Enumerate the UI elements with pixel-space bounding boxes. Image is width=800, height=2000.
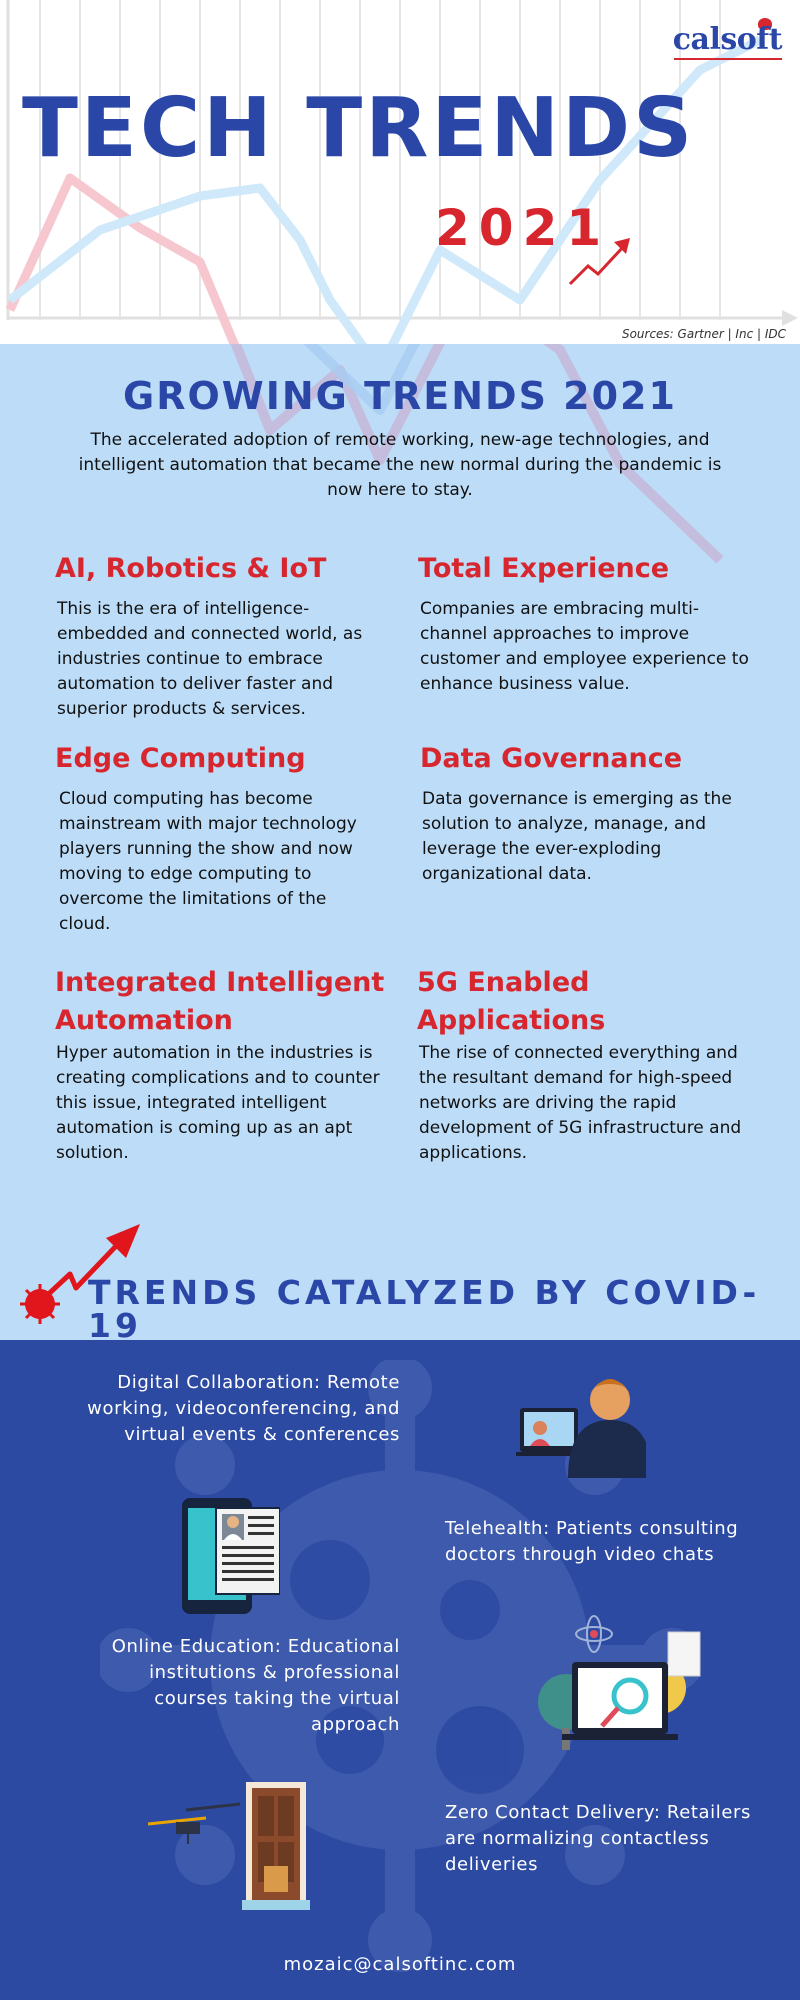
trend-title-integrated-automation: Integrated Intelligent Automation (55, 967, 385, 1036)
trend-title-edge-computing: Edge Computing (55, 743, 306, 774)
growing-trends-intro: The accelerated adoption of remote working, new-age technologies, and intelligent automation that became the new normal during the pandemic is now here to stay. (78, 430, 722, 500)
contact-email[interactable]: mozaic@calsoftinc.com (283, 1954, 517, 1975)
trend-body-edge-computing: Cloud computing has become mainstream with major technology players running the show and now moving to edge computing to overcome the limitations of the cloud. (59, 789, 357, 934)
drone-delivery-icon (146, 1780, 316, 1920)
trend-title-data-governance: Data Governance (420, 743, 683, 774)
trend-body-data-governance: Data governance is emerging as the solution to analyze, manage, and leverage the ever-exploding organizational data. (422, 789, 732, 884)
covid-item-digital-collaboration: Digital Collaboration: Remote working, videoconferencing, and virtual events & conferences (87, 1372, 400, 1445)
covid-item-zero-contact-delivery: Zero Contact Delivery: Retailers are normalizing contactless deliveries (445, 1802, 752, 1875)
year-label: 2021 (435, 199, 611, 257)
calsoft-logo[interactable]: calsoft (672, 22, 782, 57)
online-learning-icon (532, 1612, 702, 1762)
trend-title-5g-applications: 5G Enabled Applications (417, 967, 606, 1036)
trend-title-ai-robotics-iot: AI, Robotics & IoT (55, 553, 327, 584)
rising-arrow-icon (566, 234, 636, 290)
video-call-icon (516, 1370, 646, 1480)
logo-underline (674, 58, 782, 60)
covid-item-online-education: Online Education: Educational institutions & professional courses taking the virtual approach (111, 1636, 400, 1735)
trend-title-total-experience: Total Experience (418, 553, 670, 584)
covid-trends-title: TRENDS CATALYZED BY COVID-19 (88, 1273, 761, 1340)
covid-trends-section (0, 1340, 800, 2000)
trend-body-total-experience: Companies are embracing multi-channel approaches to improve customer and employee experience to enhance business value. (420, 599, 749, 694)
trend-body-5g-applications: The rise of connected everything and the resultant demand for high-speed networks are driving the rapid development of 5G infrastructure and applications. (419, 1043, 742, 1163)
phone-doctor-icon (180, 1494, 280, 1618)
covid-item-telehealth: Telehealth: Patients consulting doctors through video chats (445, 1518, 739, 1565)
trend-body-integrated-automation: Hyper automation in the industries is creating complications and to counter this issue, integrated intelligent automation is coming up as an apt solution. (56, 1043, 380, 1163)
growing-trends-title: GROWING TRENDS 2021 (123, 374, 677, 418)
page-title: TECH TRENDS (22, 81, 696, 176)
header-section (0, 0, 800, 344)
sources-note: Sources: Gartner | Inc | IDC (621, 327, 786, 341)
trend-body-ai-robotics-iot: This is the era of intelligence-embedded and connected world, as industries continue to embrace automation to deliver faster and superior products & services. (57, 599, 363, 719)
growing-trends-section (0, 344, 800, 1340)
